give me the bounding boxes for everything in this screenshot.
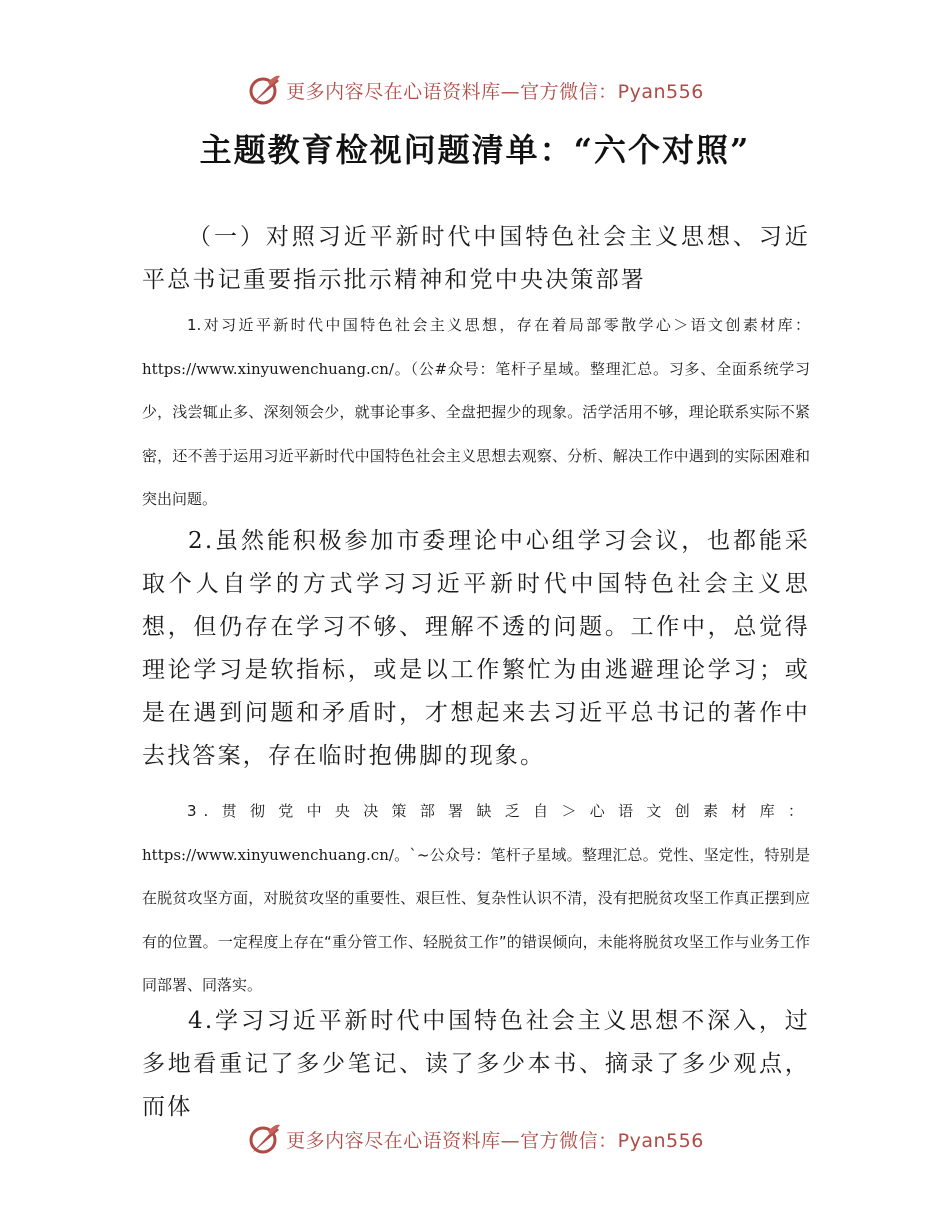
item-1-text-b: 。（公#众号：笔杆子星域。整理汇总。习多、全面系统学习少，浅尝辄止多、深刻领会少，就事论事多、全盘把握少的现象。活学活用不够，理论联系实际不紧密，还不善于运用习近平新时代中国特色社会主义思想去观察、分析、解决工作中遇到的实际困难和突出问题。 <box>142 359 810 508</box>
item-3-block <box>142 790 810 1008</box>
paragraph-item-3 <box>142 790 810 1008</box>
feather-quill-logo-icon <box>246 72 282 108</box>
footer-banner <box>0 1117 950 1161</box>
item-1-text-a: 1.对习近平新时代中国特色社会主义思想，存在着局部零散学心＞语文创素材库： <box>187 316 810 334</box>
page-title: 主题教育检视问题清单：“六个对照” <box>199 131 751 169</box>
section-heading-block <box>142 216 810 302</box>
item-3-url: https://www.xinyuwenchuang.cn/ <box>142 845 394 864</box>
paragraph-item-1 <box>142 304 810 522</box>
item-1-block <box>142 304 810 522</box>
feather-quill-logo-icon <box>246 1121 282 1157</box>
item-2-block <box>142 520 810 778</box>
item-4-block <box>142 1000 810 1129</box>
paragraph-item-4: 4.学习习近平新时代中国特色社会主义思想不深入，过多地看重记了多少笔记、读了多少本书、摘录了多少观点，而体 <box>142 1008 810 1120</box>
footer-banner-text: 更多内容尽在心语资料库—官方微信：Pyan556 <box>286 1129 704 1152</box>
item-3-text-a: 3.贯彻党中央决策部署缺乏自＞心语文创素材库： <box>187 802 810 820</box>
item-1-url: https://www.xinyuwenchuang.cn/ <box>142 359 394 378</box>
banner-text: 更多内容尽在心语资料库—官方微信：Pyan556 <box>286 80 704 103</box>
header-banner <box>0 68 950 112</box>
item-3-text-b: 。`~公众号：笔杆子星域。整理汇总。党性、坚定性，特别是在脱贫攻坚方面，对脱贫攻坚的重要性、艰巨性、复杂性认识不清，没有把脱贫攻坚工作真正摆到应有的位置。一定程度上存在“重分管工作、轻脱贫工作”的错误倾向，未能将脱贫攻坚工作与业务工作同部署、同落实。 <box>142 845 810 994</box>
paragraph-item-2: 2.虽然能积极参加市委理论中心组学习会议，也都能采取个人自学的方式学习习近平新时代中国特色社会主义思想，但仍存在学习不够、理解不透的问题。工作中，总觉得理论学习是软指标，或是以工作繁忙为由逃避理论学习；或是在遇到问题和矛盾时，才想起来去习近平总书记的著作中去找答案，存在临时抱佛脚的现象。 <box>142 528 810 769</box>
section-heading: （一）对照习近平新时代中国特色社会主义思想、习近平总书记重要指示批示精神和党中央决策部署 <box>142 224 810 293</box>
